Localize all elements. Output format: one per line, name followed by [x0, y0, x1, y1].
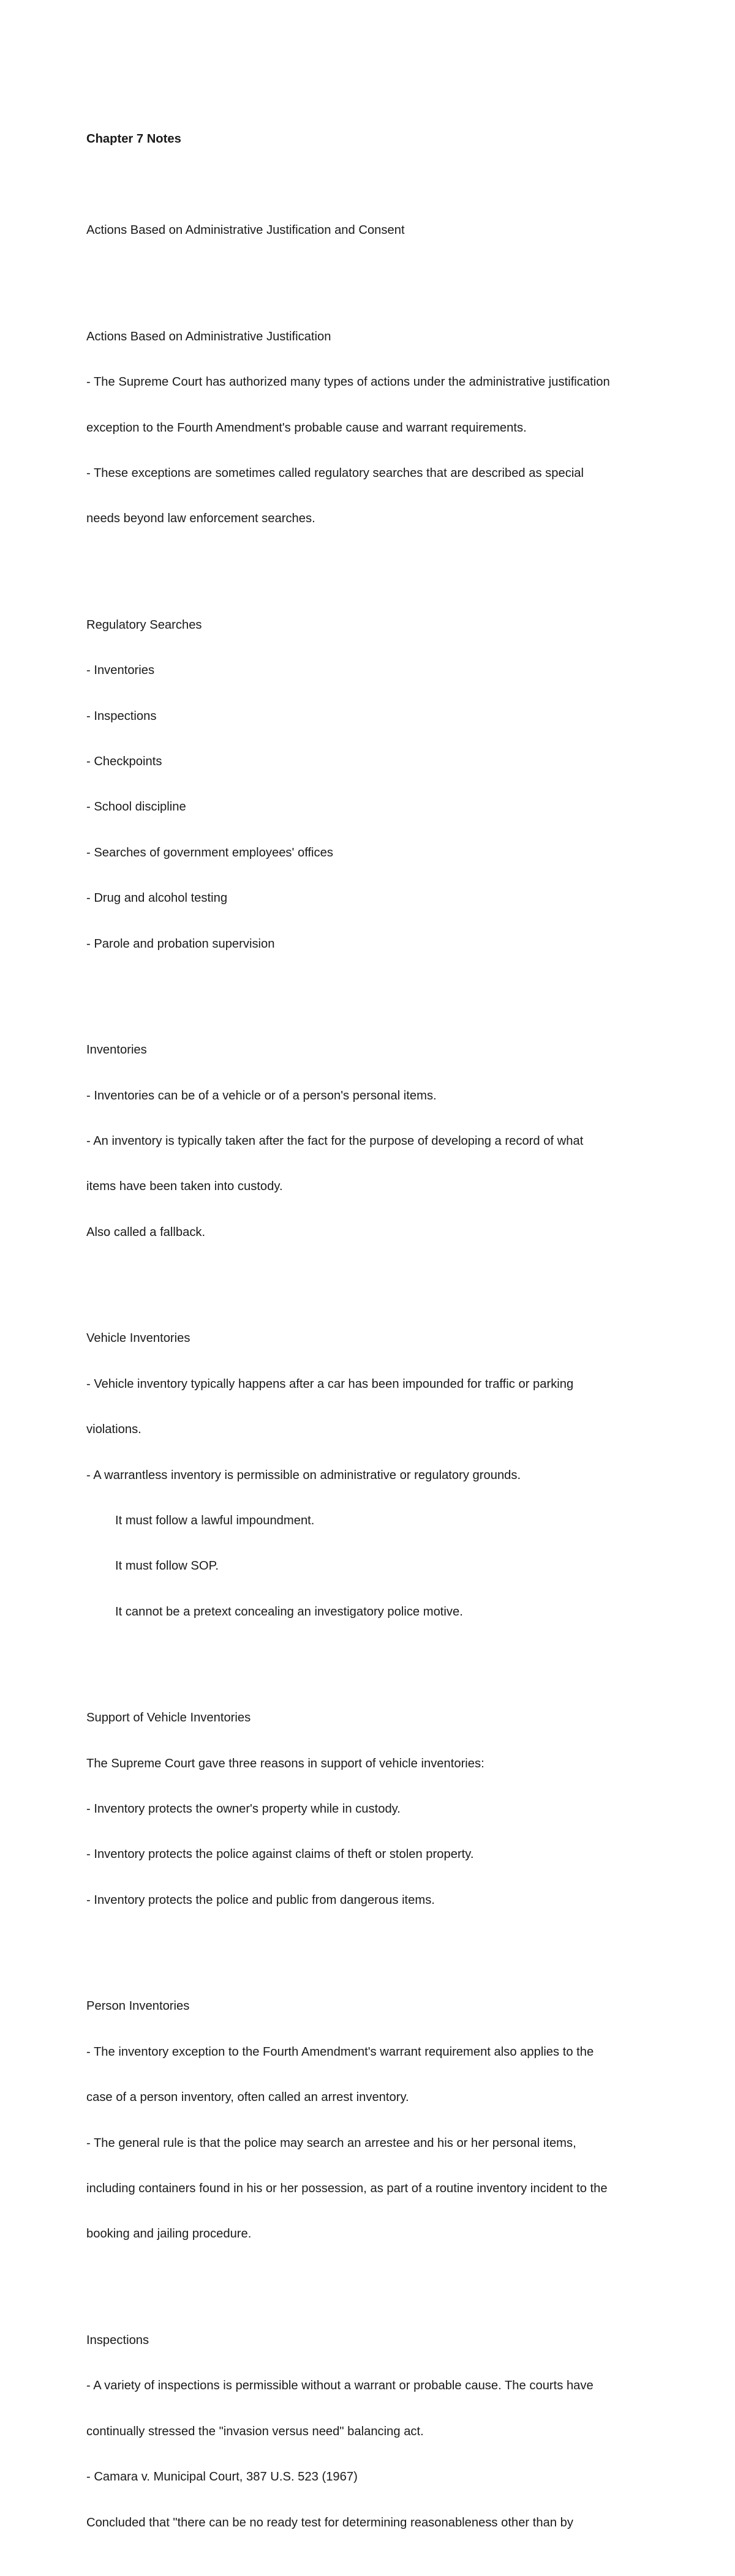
spacer: [86, 1650, 662, 1665]
section-heading-vehicle: Vehicle Inventories: [86, 1331, 190, 1346]
vehicle-indented-line: It must follow a lawful impoundment.: [115, 1513, 315, 1527]
section-heading-person: Person Inventories: [86, 1999, 190, 2013]
admin-line: - These exceptions are sometimes called regulatory searches that are described as special: [86, 466, 584, 480]
list-item: - Inventories: [86, 664, 155, 678]
inventories-line: items have been taken into custody.: [86, 1180, 283, 1194]
spacer: [86, 982, 662, 997]
section-heading-support: Support of Vehicle Inventories: [86, 1711, 251, 1725]
inspections-line: - Camara v. Municipal Court, 387 U.S. 523 (1967): [86, 2470, 358, 2484]
document-subtitle: Actions Based on Administrative Justification and Consent: [86, 223, 405, 238]
document-body: [86, 86, 662, 2576]
support-line: The Supreme Court gave three reasons in support of vehicle inventories:: [86, 1756, 484, 1770]
spacer: [86, 2272, 662, 2288]
section-heading-admin: Actions Based on Administrative Justification: [86, 329, 331, 343]
vehicle-line: - A warrantless inventory is permissible on administrative or regulatory grounds.: [86, 1468, 521, 1482]
person-line: including containers found in his or her possession, as part of a routine inventory incident to the: [86, 2181, 608, 2195]
section-heading-inspections: Inspections: [86, 2333, 149, 2347]
spacer: [86, 1938, 662, 1953]
inventories-line: - Inventories can be of a vehicle or of a person's personal items.: [86, 1088, 437, 1103]
spacer: [86, 178, 662, 193]
inventories-line: - An inventory is typically taken after the fact for the purpose of developing a record of what: [86, 1134, 584, 1148]
support-line: - Inventory protects the police against claims of theft or stolen property.: [86, 1848, 474, 1862]
list-item: - School discipline: [86, 800, 186, 814]
person-line: booking and jailing procedure.: [86, 2227, 252, 2241]
list-item: - Parole and probation supervision: [86, 937, 275, 951]
vehicle-line: - Vehicle inventory typically happens after a car has been impounded for traffic or parking: [86, 1377, 574, 1391]
person-line: - The inventory exception to the Fourth Amendment's warrant requirement also applies to the: [86, 2045, 594, 2059]
list-item: - Drug and alcohol testing: [86, 891, 228, 905]
admin-line: exception to the Fourth Amendment's probable cause and warrant requirements.: [86, 421, 527, 435]
vehicle-indented-line: It cannot be a pretext concealing an investigatory police motive.: [115, 1604, 463, 1619]
inspections-line: Concluded that "there can be no ready test for determining reasonableness other than by: [86, 2515, 573, 2529]
document-title: Chapter 7 Notes: [86, 132, 181, 146]
spacer: [86, 269, 662, 284]
admin-line: needs beyond law enforcement searches.: [86, 512, 315, 526]
vehicle-line: violations.: [86, 1423, 141, 1437]
support-line: - Inventory protects the police and public from dangerous items.: [86, 1893, 435, 1907]
section-heading-inventories: Inventories: [86, 1043, 147, 1057]
admin-line: - The Supreme Court has authorized many types of actions under the administrative justification: [86, 375, 610, 389]
inspections-line: - A variety of inspections is permissible without a warrant or probable cause. The courts have: [86, 2379, 594, 2393]
inventories-line: Also called a fallback.: [86, 1225, 206, 1239]
person-line: - The general rule is that the police may search an arrestee and his or her personal items,: [86, 2136, 576, 2150]
spacer: [86, 1270, 662, 1286]
list-item: - Inspections: [86, 709, 157, 723]
vehicle-indented-line: It must follow SOP.: [115, 1559, 219, 1573]
section-heading-regulatory: Regulatory Searches: [86, 618, 202, 632]
spacer: [86, 557, 662, 572]
list-item: - Checkpoints: [86, 755, 162, 769]
person-line: case of a person inventory, often called an arrest inventory.: [86, 2091, 409, 2105]
list-item: - Searches of government employees' offices: [86, 845, 333, 859]
inspections-line: continually stressed the "invasion versus need" balancing act.: [86, 2424, 424, 2438]
support-line: - Inventory protects the owner's property while in custody.: [86, 1802, 401, 1816]
